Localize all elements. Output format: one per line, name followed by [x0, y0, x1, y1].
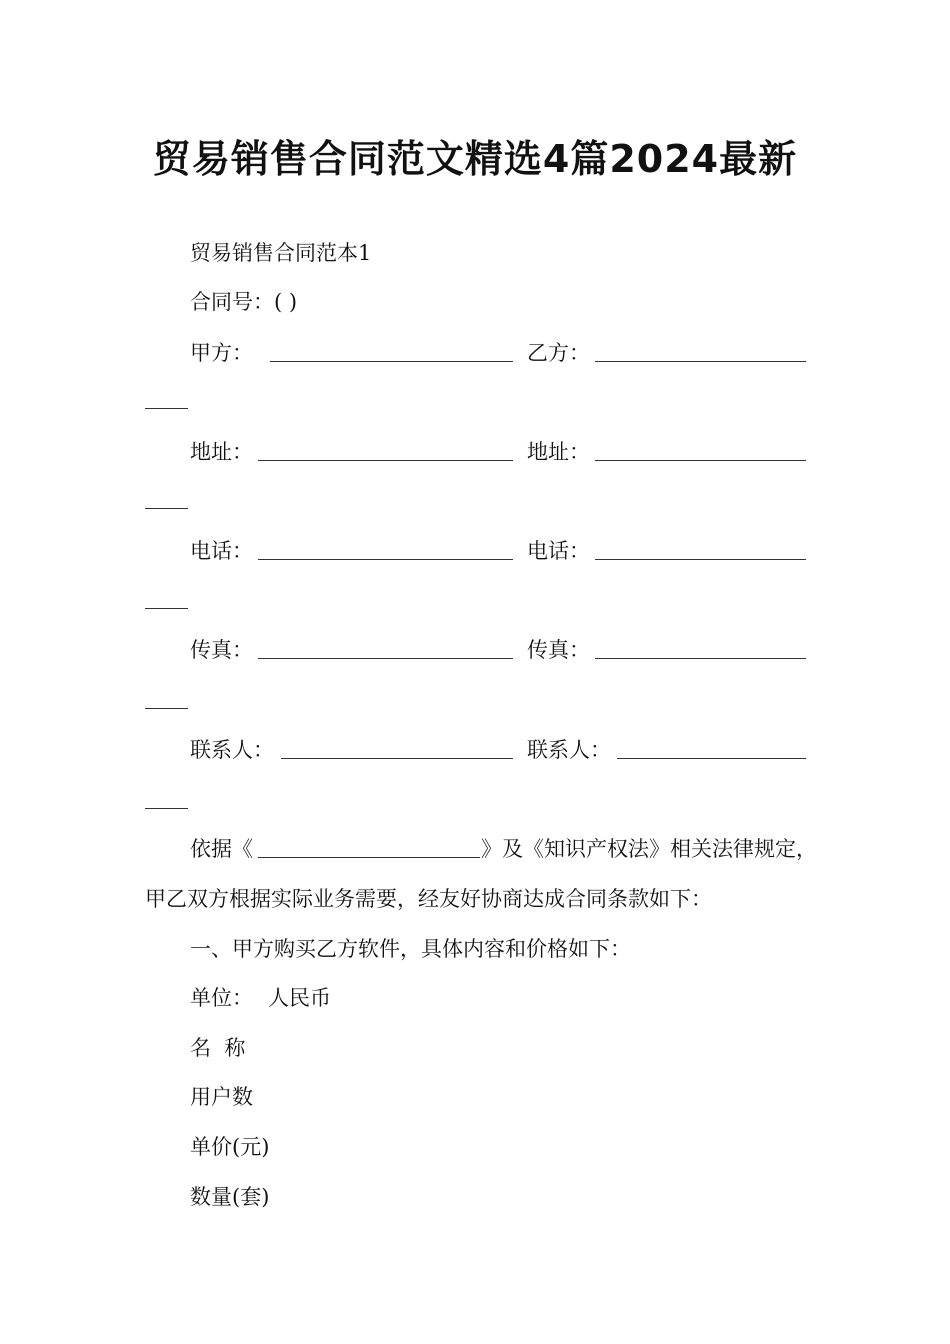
phone-a-label: 电话：: [190, 539, 253, 563]
quantity-label: 数量(套): [190, 1185, 270, 1209]
fax-b-blank-tail: [145, 707, 188, 709]
document-title: 贸易销售合同范文精选4篇2024最新: [152, 137, 798, 181]
section-heading: 贸易销售合同范本1: [190, 241, 372, 265]
fax-b-blank[interactable]: [595, 638, 806, 659]
fax-a-blank[interactable]: [258, 638, 513, 659]
clause-1: 一、甲方购买乙方软件，具体内容和价格如下：: [190, 937, 631, 961]
party-row: [190, 338, 253, 368]
address-b-blank-tail: [145, 507, 188, 509]
party-a-label: 甲方：: [190, 341, 253, 365]
unit-label: 单位：: [190, 986, 253, 1010]
phone-a-blank[interactable]: [258, 539, 513, 560]
phone-b-blank-tail: [145, 607, 188, 609]
party-b-blank-tail: [145, 407, 188, 409]
phone-b-label: 电话：: [527, 539, 590, 563]
fax-b-label: 传真：: [527, 638, 590, 662]
contact-a-label: 联系人：: [190, 738, 274, 762]
basis-line-2: 甲乙双方根据实际业务需要，经友好协商达成合同条款如下：: [145, 887, 712, 911]
contract-number: 合同号：( ): [190, 290, 298, 314]
contact-a-blank[interactable]: [281, 738, 513, 759]
party-a-blank[interactable]: [270, 341, 513, 362]
contact-b-label: 联系人：: [527, 738, 611, 762]
party-b-blank[interactable]: [595, 341, 806, 362]
phone-b-blank[interactable]: [595, 539, 806, 560]
address-b-blank[interactable]: [595, 440, 806, 461]
basis-law-blank[interactable]: [258, 837, 480, 858]
unit-value: 人民币: [268, 986, 331, 1010]
users-label: 用户数: [190, 1085, 253, 1109]
contact-b-blank-tail: [145, 807, 188, 809]
address-b-label: 地址：: [527, 440, 590, 464]
fax-a-label: 传真：: [190, 638, 253, 662]
unit-price-label: 单价(元): [190, 1135, 270, 1159]
name-label: 名 称: [190, 1036, 246, 1060]
basis-prefix: 依据《: [190, 837, 253, 861]
address-a-blank[interactable]: [258, 440, 513, 461]
contact-b-blank[interactable]: [617, 738, 806, 759]
basis-suffix: 》及《知识产权法》相关法律规定，: [481, 837, 817, 861]
party-b-label: 乙方：: [527, 341, 590, 365]
address-a-label: 地址：: [190, 440, 253, 464]
